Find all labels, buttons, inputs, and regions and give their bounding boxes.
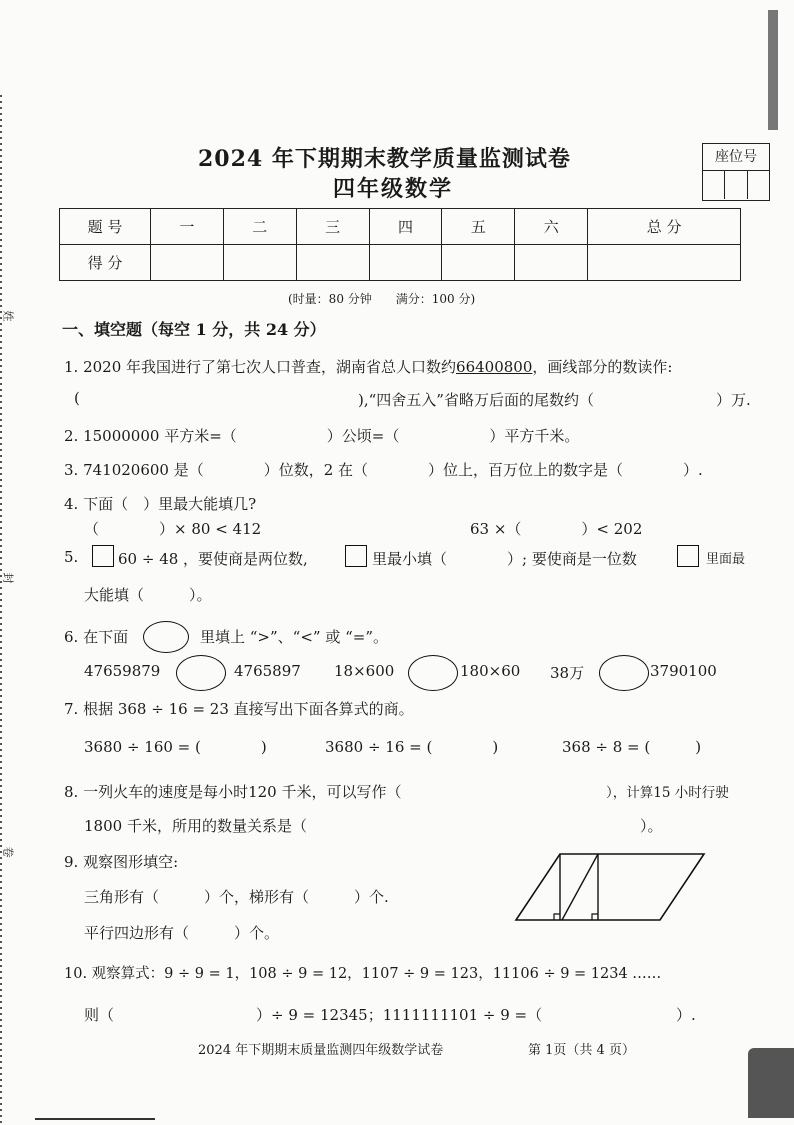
q6-oval-example: [143, 621, 189, 653]
q8-part-c: 1800 千米，所用的数量关系是（: [84, 817, 307, 835]
footer-page: 第 1页（共 4 页）: [528, 1043, 635, 1058]
footer-title: 2024 年下期期末质量监测四年级数学试卷: [198, 1043, 444, 1058]
q7-title: 7. 根据 368 ÷ 16 = 23 直接写出下面各算式的商。: [64, 700, 414, 718]
q6-compare-2-left: 18×600: [334, 662, 395, 680]
q1-number: 66400800: [456, 358, 533, 376]
q9-title: 9. 观察图形填空:: [64, 853, 179, 871]
seat-cell: [748, 171, 769, 199]
q8-part-d: ）。: [640, 817, 663, 835]
scan-artifact-bottom-right: [748, 1048, 794, 1118]
section-title: 一、填空题（每空 1 分，共 24 分）: [62, 320, 326, 339]
score-header-cell: 总 分: [588, 209, 741, 245]
score-header-cell: 二: [223, 209, 296, 245]
q6-oval-1: [176, 655, 226, 691]
q5-part-e: 大能填（ ）。: [84, 586, 212, 604]
exam-subtitle: 四年级数学: [333, 176, 454, 202]
scan-artifact-top-right: [768, 10, 778, 130]
score-header-cell: 六: [515, 209, 588, 245]
q2-text: 2. 15000000 平方米=（ ）公顷=（ ）平方千米。: [64, 427, 580, 445]
q5-box-3: [677, 545, 699, 567]
score-header-cell: 三: [296, 209, 369, 245]
q5-box-2: [345, 545, 367, 567]
q1-line2-end: ）万.: [716, 391, 751, 409]
q1-line2-mid: ),“四舍五入”省略万后面的尾数约（: [358, 391, 594, 409]
score-cell: [151, 245, 224, 281]
q10-part-b: 则（: [84, 1006, 115, 1024]
score-cell: [588, 245, 741, 281]
seat-cell: [703, 171, 725, 199]
q10-part-c: ）÷ 9 = 12345；1111111101 ÷ 9 =（: [256, 1006, 543, 1024]
exam-info: (时量：80 分钟 满分：100 分): [288, 292, 476, 306]
q8-part-a: 8. 一列火车的速度是每小时120 千米，可以写作（: [64, 783, 402, 801]
score-table-score-row: [60, 245, 741, 281]
q6-compare-1-right: 4765897: [234, 662, 301, 680]
q6-oval-3: [599, 655, 649, 691]
q7-expr-a: 3680 ÷ 160 = ( ): [84, 738, 267, 756]
score-row-label: 得 分: [60, 245, 151, 281]
score-header-cell: 五: [442, 209, 515, 245]
q6-compare-3-left: 38万: [550, 664, 585, 682]
q4-expr-b: 63 ×（ ）< 202: [470, 520, 643, 538]
score-cell: [369, 245, 442, 281]
exam-title: 2024 年下期期末教学质量监测试卷: [198, 146, 571, 172]
score-table-header-row: [60, 209, 741, 245]
q9-part-a: 三角形有（ ）个，梯形有（ ）个.: [84, 888, 389, 906]
seat-number-box: [702, 143, 770, 201]
q1-text: [64, 356, 672, 377]
q4-expr-a: （ ）× 80 < 412: [84, 520, 262, 538]
score-cell: [515, 245, 588, 281]
margin-mark-3: 卷: [1, 846, 15, 858]
q8-part-b: ），计算15 小时行驶: [606, 785, 729, 801]
q10-part-d: ）.: [676, 1006, 696, 1024]
q6-compare-1-left: 47659879: [84, 662, 161, 680]
q1-part-b: ，画线部分的数读作:: [532, 358, 673, 376]
seat-cell: [725, 171, 747, 199]
q5-part-b: 60 ÷ 48 ，要使商是两位数,: [118, 550, 308, 568]
scan-line-bottom: [35, 1118, 155, 1120]
score-cell: [296, 245, 369, 281]
q6-compare-3-right: 3790100: [650, 662, 717, 680]
q9-parallelogram-figure: [510, 848, 710, 928]
q7-expr-c: 368 ÷ 8 = ( ): [562, 738, 702, 756]
margin-mark-2: 封: [1, 572, 15, 584]
q1-part-a: 1. 2020 年我国进行了第七次人口普查，湖南省总人口数约: [64, 358, 457, 376]
binding-line: [0, 95, 2, 1125]
q6-part-b: 里填上 “>”、“<” 或 “=”。: [200, 628, 389, 646]
score-header-cell: 四: [369, 209, 442, 245]
q10-part-a: 10. 观察算式：9 ÷ 9 = 1，108 ÷ 9 = 12，1107 ÷ 9 = 123，11106 ÷ 9 = 1234 ……: [64, 966, 662, 982]
q9-part-b: 平行四边形有（ ）个。: [84, 924, 280, 942]
q5-part-c: 里最小填（ ）; 要使商是一位数: [372, 550, 637, 568]
q5-part-d: 里面最: [706, 552, 746, 567]
q4-title: 4. 下面（ ）里最大能填几?: [64, 495, 257, 513]
margin-mark-1: 姓: [1, 310, 15, 322]
q5-box-1: [92, 545, 114, 567]
score-cell: [442, 245, 515, 281]
score-header-cell: 一: [151, 209, 224, 245]
q7-expr-b: 3680 ÷ 16 = ( ): [325, 738, 499, 756]
q6-compare-2-right: 180×60: [460, 662, 521, 680]
score-cell: [223, 245, 296, 281]
q1-line2-open: (: [74, 389, 80, 407]
q3-text: 3. 741020600 是（ ）位数，2 在（ ）位上，百万位上的数字是（ ）.: [64, 461, 703, 479]
q6-part-a: 6. 在下面: [64, 628, 129, 646]
q5-number: 5.: [64, 548, 79, 566]
q6-oval-2: [408, 655, 458, 691]
seat-number-label: 座位号: [703, 144, 769, 171]
score-table: [59, 208, 741, 281]
score-header-cell: 题 号: [60, 209, 151, 245]
